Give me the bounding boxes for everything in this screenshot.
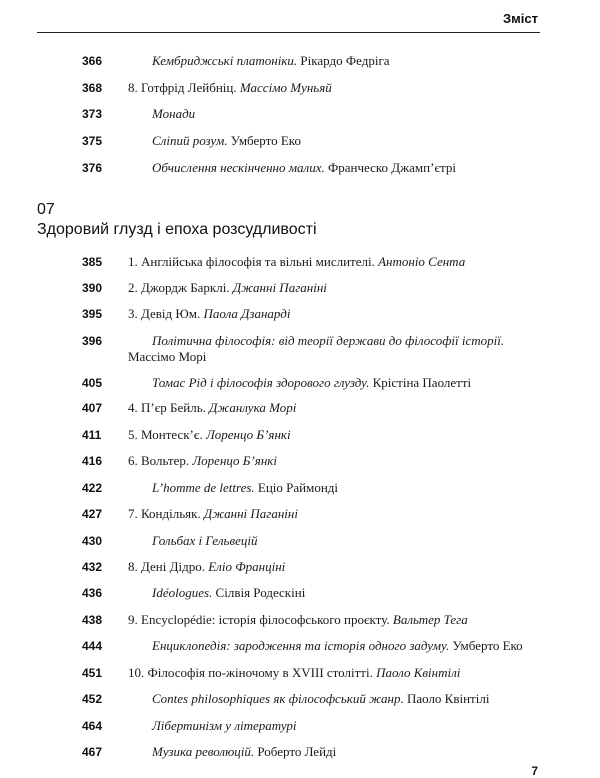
entry-title: Джордж Барклі. — [141, 280, 230, 295]
entry-text — [128, 375, 540, 391]
entry-text — [128, 306, 540, 322]
page-number: 438 — [82, 613, 103, 627]
entry-text — [128, 718, 540, 734]
entry-text — [128, 254, 540, 270]
header-title: Зміст — [503, 11, 538, 26]
page-number: 396 — [82, 334, 103, 348]
entry-author: Рікардо Федріга — [297, 53, 390, 68]
page-number-footer: 7 — [531, 764, 538, 778]
entry-italic: Гольбах і Гельвецій — [152, 533, 258, 548]
entry-title: Дені Дідро. — [141, 559, 205, 574]
page-number: 373 — [82, 107, 103, 121]
page-number: 422 — [82, 481, 103, 495]
entry-italic: Кембриджські платоніки. — [152, 53, 298, 68]
page-number: 376 — [82, 161, 103, 175]
entry-text — [128, 665, 540, 681]
entry-text — [128, 691, 540, 707]
entry-italic: Музика революцій. — [152, 744, 255, 759]
entry-author: Умберто Еко — [227, 133, 301, 148]
entry-italic: Еліо Франціні — [204, 559, 286, 574]
entry-author: Умберто Еко — [449, 638, 523, 653]
entry-text — [128, 133, 540, 149]
section-title: Здоровий глузд і епоха розсудливості — [37, 221, 317, 238]
entry-italic: Томас Рід і філософія здорового глузду. — [152, 375, 370, 390]
entry-number: 8. — [128, 559, 141, 574]
entry-italic: Contes philosophiques як філософський жанр. — [152, 691, 404, 706]
entry-italic: Idéologues. — [152, 585, 213, 600]
entry-number: 10. — [128, 665, 148, 680]
page-number: 451 — [82, 666, 103, 680]
page-number: 452 — [82, 692, 103, 706]
running-header — [37, 8, 540, 33]
entry-number: 6. — [128, 453, 141, 468]
entry-author: Паоло Квінтілі — [403, 691, 490, 706]
page-number: 432 — [82, 560, 103, 574]
entry-italic: Вальтер Тега — [389, 612, 468, 627]
entry-number: 4. — [128, 400, 141, 415]
entry-title: Девід Юм. — [141, 306, 201, 321]
entry-number: 9. — [128, 612, 141, 627]
entry-number: 8. — [128, 80, 141, 95]
entry-italic: Лоренцо Б’янкі — [202, 427, 291, 442]
entry-title: П’єр Бейль. — [141, 400, 206, 415]
entry-title: Готфрід Лейбніц. — [141, 80, 237, 95]
page-number: 416 — [82, 454, 103, 468]
entry-text — [128, 280, 540, 296]
section-number: 07 — [37, 201, 55, 218]
entry-text — [128, 453, 540, 469]
entry-text — [128, 333, 540, 365]
entry-italic: Лібертинізм у літературі — [152, 718, 297, 733]
page-number: 464 — [82, 719, 103, 733]
entry-italic: Массімо Муньяй — [236, 80, 332, 95]
entry-italic: Енциклопедія: зародження та історія одного задуму. — [152, 638, 450, 653]
entry-italic: Сліпий розум. — [152, 133, 228, 148]
entry-text — [128, 585, 540, 601]
entry-italic: Обчислення нескінченно малих. — [152, 160, 325, 175]
page-number: 385 — [82, 255, 103, 269]
entry-text — [128, 744, 540, 760]
entry-number: 5. — [128, 427, 141, 442]
entry-italic: Джанні Паганіні — [200, 506, 298, 521]
section-heading — [37, 200, 317, 240]
entry-text — [128, 53, 540, 69]
entry-text — [128, 533, 540, 549]
entry-title: Вольтер. — [141, 453, 190, 468]
entry-author: Еціо Раймонді — [254, 480, 339, 495]
entry-title: Encyclopédie: історія філософського проєкту. — [141, 612, 390, 627]
entry-author: Сілвія Родескіні — [212, 585, 306, 600]
entry-italic: Монади — [152, 106, 196, 121]
entry-italic: Джанні Паганіні — [229, 280, 327, 295]
entry-text — [128, 506, 540, 522]
page-number: 407 — [82, 401, 103, 415]
entry-italic: Лоренцо Б’янкі — [189, 453, 277, 468]
entry-author: Крістіна Паолетті — [369, 375, 472, 390]
entry-text — [128, 80, 540, 96]
entry-text — [128, 559, 540, 575]
entry-text — [128, 612, 540, 628]
page-number: 444 — [82, 639, 103, 653]
page-number: 405 — [82, 376, 103, 390]
entry-italic: Паоло Квінтілі — [372, 665, 461, 680]
entry-italic: Джанлука Морі — [205, 400, 297, 415]
entry-italic: Антоніо Сента — [374, 254, 466, 269]
entry-title: Кондільяк. — [141, 506, 201, 521]
entry-title: Англійська філософія та вільні мислителі. — [141, 254, 375, 269]
entry-italic: L’homme de lettres. — [152, 480, 255, 495]
entry-number: 2. — [128, 280, 141, 295]
page-number: 390 — [82, 281, 103, 295]
entry-title: Монтеск’є. — [141, 427, 203, 442]
page-number: 430 — [82, 534, 103, 548]
entry-number: 7. — [128, 506, 141, 521]
entry-italic: Політична філософія: від теорії держави до філософії історії. — [152, 333, 505, 348]
page-number: 436 — [82, 586, 103, 600]
entry-text — [128, 427, 540, 443]
entry-italic: Паола Дзанарді — [200, 306, 291, 321]
entry-number: 1. — [128, 254, 141, 269]
page-number: 368 — [82, 81, 103, 95]
page-number: 427 — [82, 507, 103, 521]
page-number: 411 — [82, 428, 102, 442]
page-number: 467 — [82, 745, 103, 759]
entry-text — [128, 106, 540, 122]
entry-author: Франческо Джамп’єтрі — [324, 160, 456, 175]
page-number: 366 — [82, 54, 103, 68]
page-number: 395 — [82, 307, 103, 321]
entry-text — [128, 400, 540, 416]
entry-number: 3. — [128, 306, 141, 321]
entry-author: Массімо Морі — [128, 349, 207, 364]
entry-author: Роберто Лейді — [254, 744, 337, 759]
page-number: 375 — [82, 134, 103, 148]
entry-text — [128, 160, 540, 176]
entry-text — [128, 638, 540, 654]
entry-text — [128, 480, 540, 496]
entry-title: Філософія по-жіночому в XVIII столітті. — [147, 665, 373, 680]
